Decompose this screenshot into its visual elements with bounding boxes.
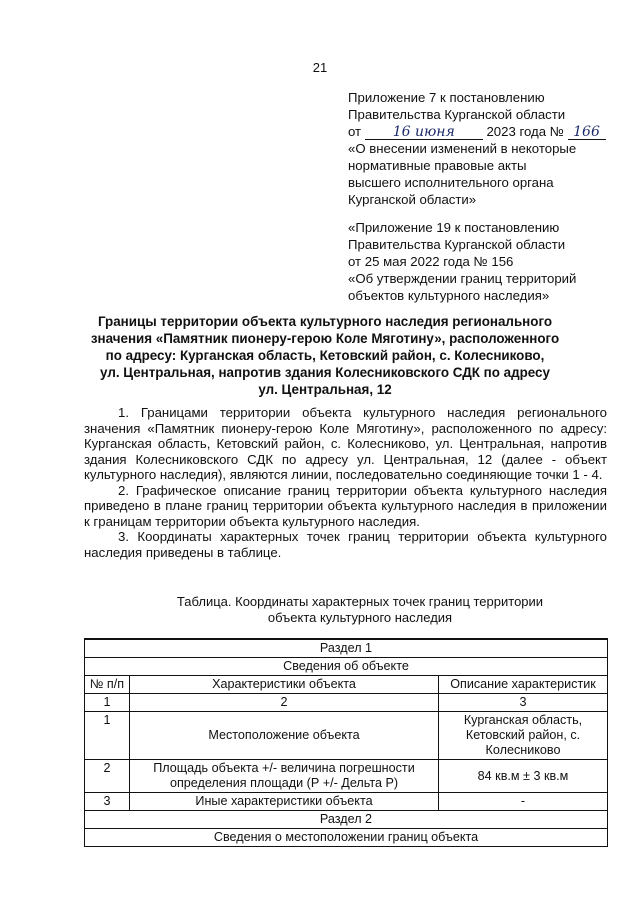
appendix-header	[348, 89, 613, 208]
date-prefix: от	[348, 124, 362, 139]
table-caption	[150, 594, 570, 626]
appendix-line: «Приложение 19 к постановлению	[348, 220, 560, 235]
appendix-line: «О внесении изменений в некоторые	[348, 141, 577, 156]
section-1-header: Раздел 1	[85, 639, 608, 658]
table-cell: 3	[439, 694, 608, 712]
handwritten-date: 16 июня	[392, 124, 455, 140]
appendix-line: от 25 мая 2022 года № 156	[348, 254, 514, 269]
appendix-line: Правительства Курганской области	[348, 107, 566, 122]
page-number: 21	[312, 60, 328, 75]
table-cell: 84 кв.м ± 3 кв.м	[439, 760, 608, 793]
section-2-header: Раздел 2	[85, 811, 608, 829]
table-numbering-row	[85, 694, 608, 712]
table-header-row	[85, 676, 608, 694]
title-line: ул. Центральная, напротив здания Колесниковского СДК по адресу	[100, 365, 550, 380]
appendix-line: Курганской области»	[348, 192, 477, 207]
boundaries-info-header: Сведения о местоположении границ объекта	[85, 829, 608, 847]
appendix-line: «Об утверждении границ территорий	[348, 271, 577, 286]
table-cell: Площадь объекта +/- величина погрешности определения площади (Р +/- Дельта Р)	[130, 760, 439, 793]
title-line: по адресу: Курганская область, Кетовский район, с. Колесниково,	[105, 348, 545, 363]
table-row	[85, 712, 608, 760]
caption-line: объекта культурного наследия	[267, 610, 453, 625]
table-cell: -	[439, 793, 608, 811]
table-cell: Курганская область, Кетовский район, с. Колесниково	[439, 712, 608, 760]
referenced-appendix-header	[348, 219, 613, 304]
appendix-line: Приложение 7 к постановлению	[348, 90, 545, 105]
document-title	[60, 313, 590, 398]
appendix-line: высшего исполнительного органа	[348, 175, 554, 190]
title-line: ул. Центральная, 12	[258, 382, 392, 397]
appendix-line: Правительства Курганской области	[348, 237, 566, 252]
table-row	[85, 793, 608, 811]
table-cell: 2	[85, 760, 130, 793]
date-blank	[365, 125, 483, 140]
appendix-line: нормативные правовые акты	[348, 158, 527, 173]
table-cell: 2	[130, 694, 439, 712]
number-blank	[568, 125, 606, 140]
title-line: Границы территории объекта культурного наследия регионального	[97, 314, 553, 329]
table-row	[85, 760, 608, 793]
table-cell: 1	[85, 694, 130, 712]
caption-line: Таблица. Координаты характерных точек границ территории	[176, 594, 544, 609]
table-cell: 1	[85, 712, 130, 760]
title-line: значения «Памятник пионеру-герою Коле Мяготину», расположенного	[90, 331, 560, 346]
object-info-header: Сведения об объекте	[85, 658, 608, 676]
paragraph-3: 3. Координаты характерных точек границ территории объекта культурного наследия приведены в таблице.	[84, 529, 607, 560]
body-text	[84, 405, 607, 560]
appendix-line: объектов культурного наследия»	[348, 288, 550, 303]
handwritten-number: 166	[573, 124, 600, 140]
column-header: Характеристики объекта	[130, 676, 439, 694]
year-text: 2023 года №	[486, 124, 564, 139]
table-cell: Местоположение объекта	[130, 712, 439, 760]
appendix-date-line	[348, 123, 613, 140]
paragraph-2: 2. Графическое описание границ территории объекта культурного наследия приведено в плане границ территории объекта культурного наследия в приложении к границам территории объекта культурного наследия.	[84, 482, 607, 529]
table-cell: Иные характеристики объекта	[130, 793, 439, 811]
table-cell: 3	[85, 793, 130, 811]
paragraph-1: 1. Границами территории объекта культурного наследия регионального значения «Памятник пионеру-герою Коле Мяготину», расположенного по адресу: Курганская область, Кетовский район, с. Колесниково, ул. Центральная, напротив здания Колесниковского СДК по адресу ул. Центральная, 12 (далее - объект культурного наследия), являются линии, последовательно соединяющие точки 1 - 4.	[84, 405, 607, 482]
column-header: Описание характеристик	[439, 676, 608, 694]
column-header: № п/п	[85, 676, 130, 694]
coordinates-table	[84, 638, 608, 847]
